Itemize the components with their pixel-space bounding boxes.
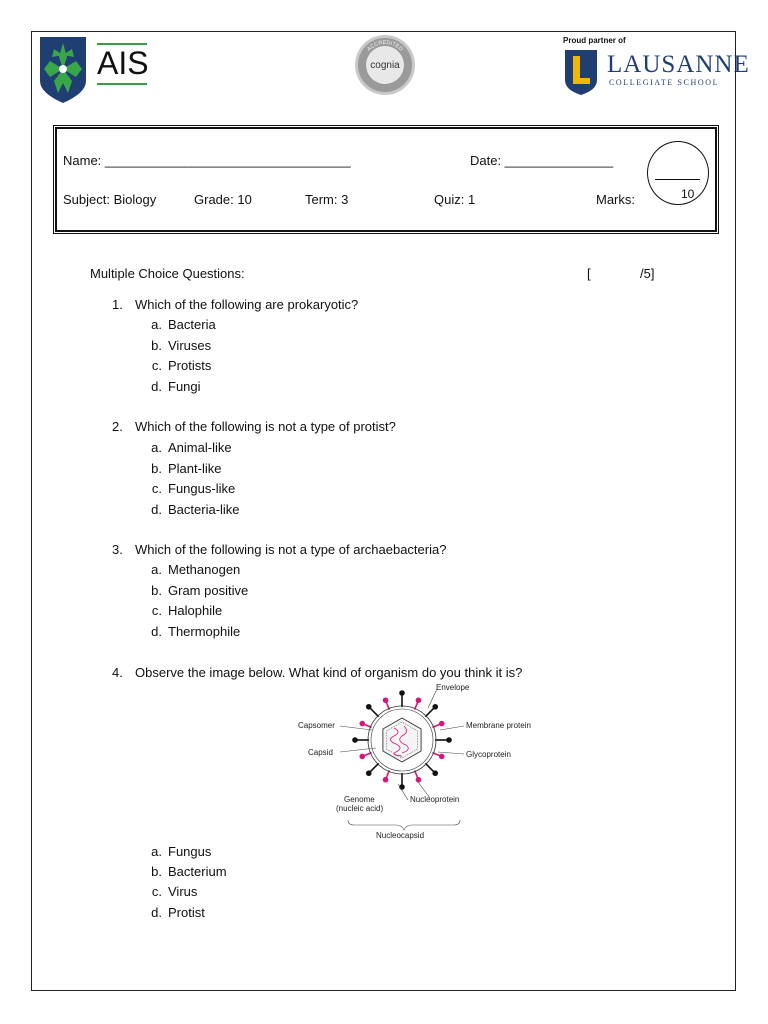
date-field[interactable]: Date: _______________: [470, 153, 614, 168]
spike-head: [366, 704, 372, 710]
question-number: 4.: [112, 665, 123, 680]
option-item[interactable]: b. Viruses: [151, 337, 212, 353]
option-item[interactable]: d. Fungi: [151, 378, 201, 394]
option-item[interactable]: a. Fungus: [151, 844, 212, 859]
spike-head: [439, 721, 445, 727]
option-item[interactable]: d. Protist: [151, 904, 205, 920]
label-envelope: Envelope: [436, 683, 470, 692]
svg-text:cognia: cognia: [370, 60, 400, 71]
option-item[interactable]: a. Bacteria: [151, 317, 216, 332]
marks-divider: [655, 179, 700, 180]
marks-circle: [647, 141, 709, 205]
option-item[interactable]: b. Plant-like: [151, 460, 222, 476]
partner-name: LAUSANNE: [607, 51, 750, 78]
school-abbr: AIS: [97, 45, 149, 81]
marks-label: Marks:: [596, 192, 635, 207]
option-item[interactable]: d. Bacteria-like: [151, 501, 240, 517]
label-capsid: Capsid: [308, 748, 333, 757]
option-item[interactable]: b. Bacterium: [151, 864, 227, 880]
spike-head: [399, 690, 405, 696]
spike-head: [439, 754, 445, 760]
lausanne-shield: [563, 48, 599, 101]
option-item[interactable]: a. Animal-like: [151, 440, 232, 455]
label-nucleocapsid: Nucleocapsid: [376, 831, 425, 840]
spike-head: [359, 721, 365, 727]
term-label: Term: 3: [305, 192, 349, 207]
option-item[interactable]: c. Fungus-like: [151, 481, 236, 496]
grade-label: Grade: 10: [194, 192, 252, 207]
question-3: [112, 542, 446, 557]
question-text: Which of the following is not a type of protist?: [135, 419, 396, 434]
option-item[interactable]: c. Halophile: [151, 603, 223, 618]
ais-logo: [38, 35, 88, 110]
question-1: [112, 297, 358, 312]
svg-text:ACCREDITED: ACCREDITED: [366, 39, 404, 53]
question-4: [112, 665, 522, 680]
virus-diagram: [290, 680, 550, 847]
option-item[interactable]: c. Virus: [151, 884, 198, 900]
accreditation-seal-icon: [354, 34, 416, 96]
spike-head: [416, 697, 422, 703]
spike-head: [383, 777, 389, 783]
option-item[interactable]: d. Thermophile: [151, 623, 241, 639]
option-item[interactable]: c. Protists: [151, 358, 212, 373]
quiz-label: Quiz: 1: [434, 192, 476, 207]
spike-head: [432, 770, 438, 776]
question-number: 3.: [112, 542, 123, 557]
label-nucleic-acid: (nucleic acid): [336, 804, 384, 813]
name-field[interactable]: Name: __________________________________: [63, 153, 351, 168]
partner-tagline: Proud partner of: [563, 36, 626, 45]
spike-head: [446, 737, 452, 743]
label-capsomer: Capsomer: [298, 721, 335, 730]
subject-label: Subject: Biology: [63, 192, 157, 207]
section-title: Multiple Choice Questions:: [90, 266, 245, 281]
label-glycoprotein: Glycoprotein: [466, 750, 511, 759]
score-total: /5]: [640, 266, 655, 281]
ais-bottom-rule: [97, 83, 147, 85]
lausanne-shield-icon: [563, 48, 599, 96]
score-open-bracket: [: [587, 266, 591, 281]
ais-shield-icon: [38, 35, 88, 105]
question-text: Observe the image below. What kind of organism do you think it is?: [135, 665, 523, 680]
option-list: [142, 844, 227, 925]
partner-subname: COLLEGIATE SCHOOL: [609, 78, 720, 87]
question-2: [112, 419, 396, 434]
label-membrane-protein: Membrane protein: [466, 721, 531, 730]
option-list: [142, 440, 240, 522]
marks-total: 10: [681, 187, 695, 201]
spike-head: [352, 737, 358, 743]
student-info-inner: [56, 128, 716, 231]
spike-head: [383, 697, 389, 703]
spike-head: [366, 770, 372, 776]
question-number: 2.: [112, 419, 123, 434]
question-number: 1.: [112, 297, 123, 312]
spike-head: [416, 777, 422, 783]
question-text: Which of the following are prokaryotic?: [135, 297, 359, 312]
option-list: [142, 562, 248, 644]
spike-head: [359, 754, 365, 760]
label-genome: Genome: [344, 795, 375, 804]
label-nucleoprotein: Nucleoprotein: [410, 795, 460, 804]
spike-head: [432, 704, 438, 710]
option-item[interactable]: a. Methanogen: [151, 562, 241, 577]
question-text: Which of the following is not a type of archaebacteria?: [135, 542, 447, 557]
option-list: [142, 317, 216, 399]
option-item[interactable]: b. Gram positive: [151, 582, 249, 598]
cognia-badge: [354, 34, 416, 101]
virus-structure-icon: [290, 680, 550, 842]
